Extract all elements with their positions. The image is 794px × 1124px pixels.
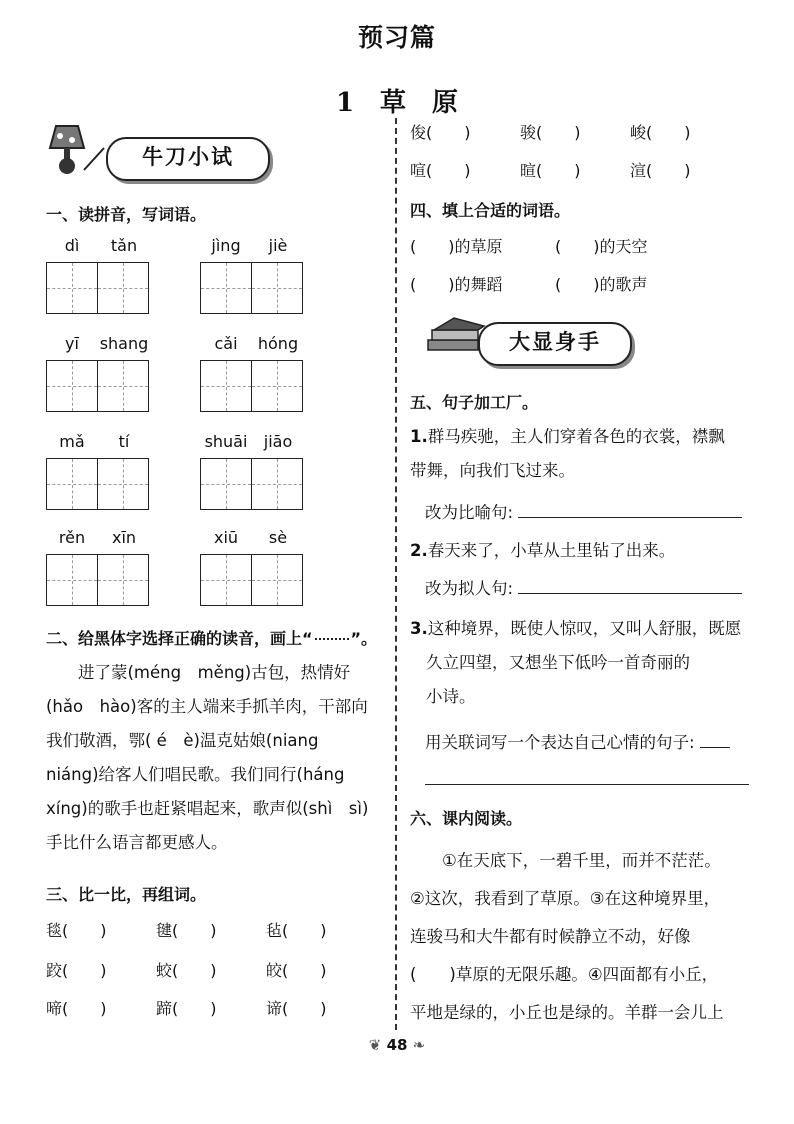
q3-row xyxy=(46,918,327,941)
lesson-number: 1 xyxy=(335,88,355,118)
pinyin-pair xyxy=(200,334,304,353)
banner-daxian: 大显身手 xyxy=(478,322,632,366)
q3-item: 毯( ) xyxy=(46,921,107,940)
writing-cell[interactable] xyxy=(98,263,148,313)
q5-2-text: 春天来了，小草从土里钻了出来。 xyxy=(427,541,676,560)
q5-1-answer xyxy=(425,496,742,530)
lesson-title xyxy=(0,82,794,119)
writing-cell[interactable] xyxy=(252,555,302,605)
q2-line: 进了蒙(méng měng)古包，热情好 xyxy=(78,663,351,682)
q3-row xyxy=(46,996,327,1019)
q5-item-1 xyxy=(410,420,755,488)
q6-line: ( )草原的无限乐趣。④四面都有小丘， xyxy=(410,965,719,984)
q5-title: 五、句子加工厂。 xyxy=(410,393,539,412)
writing-cell[interactable] xyxy=(47,263,98,313)
section-title: 预习篇 xyxy=(357,23,436,52)
pinyin-pair xyxy=(200,236,304,255)
q5-3-text-b: 久立四望，又想坐下低吟一首奇丽的 xyxy=(426,653,690,672)
q4-item: ( )的舞蹈 xyxy=(410,275,503,294)
q3-item: 啼( ) xyxy=(46,999,107,1018)
pinyin-syllable: jiè xyxy=(268,236,288,255)
leaf-ornament-left-icon: ❦ xyxy=(368,1036,387,1054)
q5-2-answer xyxy=(425,572,742,606)
wavy-line-mark xyxy=(315,638,349,640)
q3-item: 毡( ) xyxy=(266,921,327,940)
writing-grid xyxy=(46,554,149,606)
q5-1-text-a: 群马疾驰，主人们穿着各色的衣裳，襟飘 xyxy=(427,427,725,446)
writing-cell[interactable] xyxy=(252,263,302,313)
pinyin-pair xyxy=(46,528,150,547)
writing-cell[interactable] xyxy=(201,361,252,411)
q5-2-answer-line[interactable] xyxy=(518,573,742,594)
writing-grid xyxy=(200,458,303,510)
column-divider xyxy=(395,118,397,1030)
q5-1-prompt: 改为比喻句: xyxy=(425,503,514,522)
writing-grid xyxy=(200,360,303,412)
writing-cell[interactable] xyxy=(47,555,98,605)
pinyin-syllable: xīn xyxy=(111,528,137,547)
q3-item: 峻( ) xyxy=(630,123,691,142)
writing-grid xyxy=(46,458,149,510)
pinyin-pair xyxy=(200,528,304,547)
writing-grid xyxy=(200,262,303,314)
q4-row xyxy=(410,272,648,295)
q5-2-number: 2. xyxy=(410,541,428,560)
writing-cell[interactable] xyxy=(201,263,252,313)
q2-line: 手比什么语言都更感人。 xyxy=(46,833,228,852)
writing-cell[interactable] xyxy=(47,459,98,509)
q3-row xyxy=(46,958,327,981)
q5-3-text-c: 小诗。 xyxy=(426,687,476,706)
q4-item: ( )的歌声 xyxy=(555,275,648,294)
page-number-text: 48 xyxy=(386,1036,408,1054)
writing-cell[interactable] xyxy=(201,555,252,605)
writing-grid xyxy=(46,262,149,314)
q5-3-answer xyxy=(425,726,730,760)
writing-cell[interactable] xyxy=(201,459,252,509)
writing-cell[interactable] xyxy=(252,361,302,411)
q6-line: 连骏马和大牛都有时候静立不动，好像 xyxy=(410,927,691,946)
pinyin-syllable: dì xyxy=(64,236,80,255)
q4-item: ( )的草原 xyxy=(410,237,503,256)
q3-item: 谛( ) xyxy=(266,999,327,1018)
q5-1-text-b: 带舞，向我们飞过来。 xyxy=(410,461,575,480)
q2-line: xíng)的歌手也赶紧唱起来，歌声似(shì sì) xyxy=(46,799,369,818)
q3-item: 蹄( ) xyxy=(156,999,217,1018)
q2-passage xyxy=(46,656,391,860)
pinyin-syllable: shang xyxy=(99,334,149,353)
pinyin-pair xyxy=(46,236,150,255)
lesson-title-char-1: 草 xyxy=(380,88,407,118)
q3-item: 暄( ) xyxy=(520,161,581,180)
pinyin-syllable: mǎ xyxy=(59,432,85,451)
q3-item: 毽( ) xyxy=(156,921,217,940)
pinyin-syllable: sè xyxy=(268,528,288,547)
pinyin-syllable: jìng xyxy=(211,236,241,255)
q4-title: 四、填上合适的词语。 xyxy=(410,201,571,220)
writing-cell[interactable] xyxy=(98,555,148,605)
q3-item: 喧( ) xyxy=(410,161,471,180)
q2-title xyxy=(46,626,377,649)
q1-title: 一、读拼音，写词语。 xyxy=(46,205,207,224)
q2-line: niáng)给客人们唱民歌。我们同行(háng xyxy=(46,765,345,784)
q6-passage xyxy=(410,842,770,1032)
pinyin-pair xyxy=(46,334,150,353)
q3-item: 渲( ) xyxy=(630,161,691,180)
pinyin-syllable: shuāi xyxy=(204,432,248,451)
pinyin-pair xyxy=(46,432,150,451)
q3-title: 三、比一比，再组词。 xyxy=(46,885,207,904)
q5-1-answer-line[interactable] xyxy=(518,497,742,518)
lesson-title-char-2: 原 xyxy=(432,88,459,118)
pinyin-syllable: yī xyxy=(65,334,79,353)
writing-grid xyxy=(200,554,303,606)
pinyin-syllable: jiāo xyxy=(263,432,293,451)
q3-item: 骏( ) xyxy=(520,123,581,142)
q3-item: 俊( ) xyxy=(410,123,471,142)
pinyin-syllable: xiū xyxy=(213,528,239,547)
q3-item: 皎( ) xyxy=(266,961,327,980)
q5-3-number: 3. xyxy=(410,619,428,638)
writing-grid xyxy=(46,360,149,412)
q6-line: ①在天底下，一碧千里，而并不茫茫。 xyxy=(442,851,721,870)
writing-cell[interactable] xyxy=(98,361,148,411)
leaf-ornament-right-icon: ❧ xyxy=(407,1036,426,1054)
pinyin-pair xyxy=(200,432,304,451)
pinyin-syllable: cǎi xyxy=(214,334,238,353)
q2-title-b: ”。 xyxy=(350,629,378,648)
pinyin-syllable: tí xyxy=(118,432,130,451)
q2-line: (hǎo hào)客的主人端来手抓羊肉，干部向 xyxy=(46,697,368,716)
writing-cell[interactable] xyxy=(47,361,98,411)
q5-item-2 xyxy=(410,534,675,568)
pinyin-syllable: rěn xyxy=(58,528,86,547)
q6-title: 六、课内阅读。 xyxy=(410,809,523,828)
q2-title-a: 二、给黑体字选择正确的读音，画上“ xyxy=(46,629,313,648)
pinyin-syllable: tǎn xyxy=(110,236,138,255)
q5-1-number: 1. xyxy=(410,427,428,446)
q6-line: ②这次，我看到了草原。③在这种境界里， xyxy=(410,889,721,908)
q5-3-text-a: 这种境界，既使人惊叹，又叫人舒服，既愿 xyxy=(427,619,742,638)
q5-2-prompt: 改为拟人句: xyxy=(425,579,514,598)
writing-cell[interactable] xyxy=(98,459,148,509)
banner-niudao: 牛刀小试 xyxy=(106,137,270,181)
q4-item: ( )的天空 xyxy=(555,237,648,256)
q5-item-3 xyxy=(410,612,760,714)
q3-row-right xyxy=(410,158,691,181)
lamp-icon xyxy=(44,118,110,180)
q3-item: 蛟( ) xyxy=(156,961,217,980)
q3-row-right xyxy=(410,120,691,143)
q6-line: 平地是绿的，小丘也是绿的。羊群一会儿上 xyxy=(410,1003,724,1022)
q2-line: 我们敬酒，鄂( é è)温克姑娘(niang xyxy=(46,731,319,750)
page-number xyxy=(0,1036,794,1054)
q5-3-prompt: 用关联词写一个表达自己心情的句子: xyxy=(425,733,695,752)
q5-3-answer-line-a[interactable] xyxy=(700,727,730,748)
pinyin-syllable: hóng xyxy=(257,334,299,353)
q3-item: 跤( ) xyxy=(46,961,107,980)
q4-row xyxy=(410,234,648,257)
writing-cell[interactable] xyxy=(252,459,302,509)
q5-3-answer-line-b[interactable] xyxy=(425,784,749,785)
